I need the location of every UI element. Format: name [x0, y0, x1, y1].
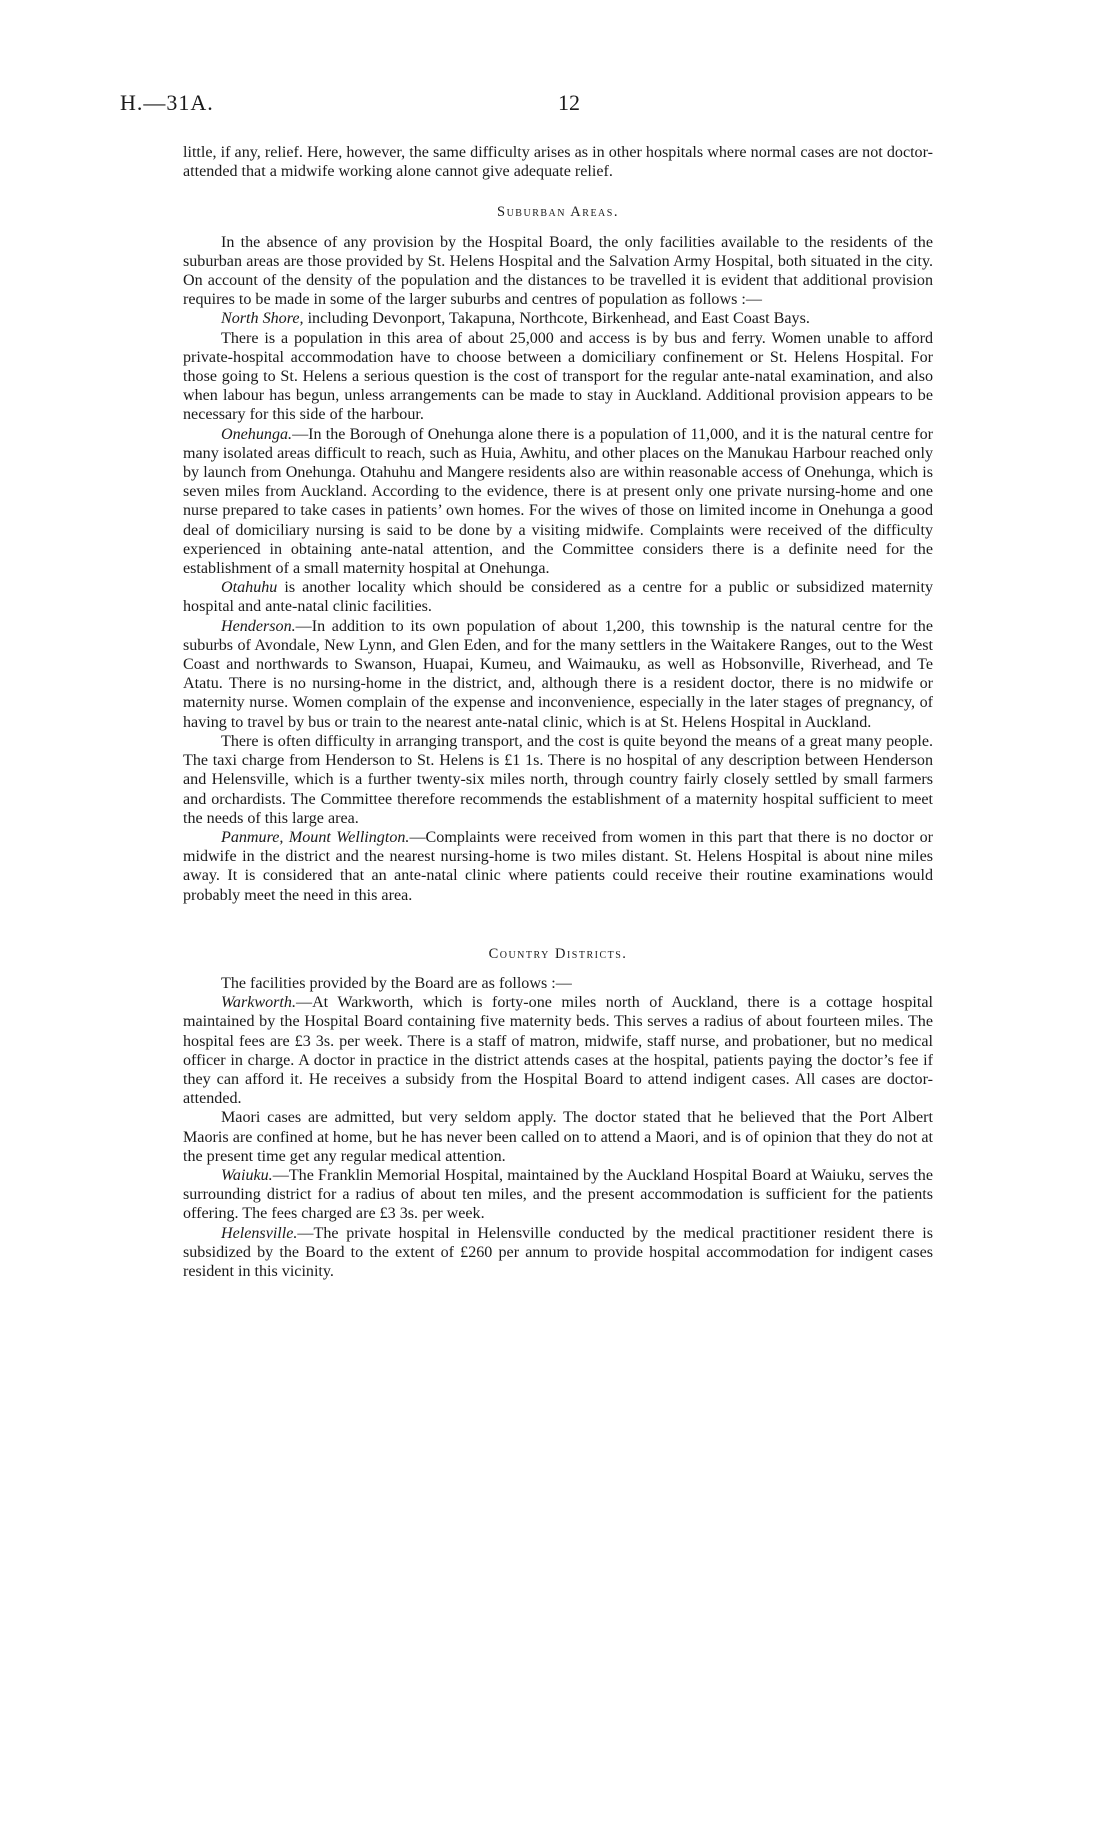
paragraph-helensville [183, 1224, 933, 1282]
document-reference: H.—31A. [120, 90, 214, 115]
place-name-helensville: Helensville. [221, 1224, 298, 1242]
paragraph-henderson-transport: There is often difficulty in arranging transport, and the cost is quite beyond the means of a great many people. The taxi charge from Henderson to St. Helens is £1 1s. There is no hospital of any description between Henderson and Helensville, which is a further twenty-six miles north, through country fairly closely settled by small farmers and orchardists. The Committee therefore recommends the establishment of a maternity hospital sufficient to meet the needs of this large area. [183, 732, 933, 827]
paragraph-waiuku [183, 1166, 933, 1224]
waiuku-text: —The Franklin Memorial Hospital, maintained by the Auckland Hospital Board at Waiuku, serves the surrounding district for a radius of about ten miles, and the present accommodation is sufficient for the patients offering. The fees charged are £3 3s. per week. [183, 1166, 933, 1223]
paragraph-panmure [183, 828, 933, 905]
place-name-henderson: Henderson. [221, 617, 296, 635]
paragraph-country-intro: The facilities provided by the Board are as follows :— [221, 974, 572, 992]
paragraph-onehunga [183, 425, 933, 579]
place-name-warkworth: Warkworth. [221, 994, 296, 1012]
place-name-waiuku: Waiuku. [221, 1166, 273, 1184]
place-name-onehunga: Onehunga. [221, 425, 293, 443]
paragraph-north-shore-heading [183, 309, 933, 328]
page-number: 12 [558, 90, 580, 115]
onehunga-text: —In the Borough of Onehunga alone there is a population of 11,000, and it is the natural centre for many isolated areas difficult to reach, such as Huia, Awhitu, and other places on the Manukau Harbour reached only by launch from Onehunga. Otahuhu and Mangere residents also are within reasonable access of Onehunga, which is seven miles from Auckland. According to the evidence, there is at present only one private nursing-home and one nurse prepared to take cases in patients’ own homes. For the wives of those on limited income in Onehunga a good deal of domiciliary nursing is said to be done by a visiting midwife. Complaints were received of the difficulty experienced in obtaining ante-natal attention, and the Committee considers there is a definite need for the establishment of a small maternity hospital at Onehunga. [183, 425, 933, 578]
otahuhu-text: is another locality which should be considered as a centre for a public or subsidized maternity hospital and ante-natal clinic facilities. [183, 579, 933, 616]
warkworth-text: —At Warkworth, which is forty-one miles north of Auckland, there is a cottage hospital maintained by the Hospital Board containing five maternity beds. This serves a radius of about fourteen miles. The hospital fees are £3 3s. per week. There is a staff of matron, midwife, staff nurse, and probationer, but no medical officer in charge. A doctor in practice in the district attends cases at the hospital, patients paying the doctor’s fee if they can afford it. He receives a subsidy from the Hospital Board to attend indigent cases. All cases are doctor-attended. [183, 994, 933, 1108]
henderson-text: —In addition to its own population of about 1,200, this township is the natural centre for the suburbs of Avondale, New Lynn, and Glen Eden, and for the many settlers in the Waitakere Ranges, out to the West Coast and northwards to Swanson, Huapai, Kumeu, and Waimauku, as well as Hobsonville, Riverhead, and Te Atatu. There is no nursing-home in the district, and, although there is a resident doctor, there is no midwife or maternity nurse. Women complain of the expense and inconvenience, especially in the later stages of pregnancy, of having to travel by bus or train to the nearest ante-natal clinic, which is at St. Helens Hospital in Auckland. [183, 617, 933, 731]
paragraph-warkworth [183, 993, 933, 1108]
paragraph-intro: little, if any, relief. Here, however, the same difficulty arises as in other hospitals where normal cases are not doctor-attended that a midwife working alone cannot give adequate relief. [183, 144, 933, 181]
paragraph-otahuhu [183, 578, 933, 616]
helensville-text: —The private hospital in Helensville conducted by the medical practitioner resident there is subsidized by the Board to the extent of £260 per annum to provide hospital accommodation for indigent cases resident in this vicinity. [183, 1224, 933, 1280]
place-name-north-shore: North Shore, [221, 310, 304, 328]
paragraph-suburban-intro: In the absence of any provision by the Hospital Board, the only facilities available to the residents of the suburban areas are those provided by St. Helens Hospital and the Salvation Army Hospital, both situated in the city. On account of the density of the population and the distances to be travelled it is evident that additional provision requires to be made in some of the larger suburbs and centres of population as follows :— [183, 233, 933, 309]
place-name-otahuhu: Otahuhu [221, 579, 278, 597]
section-heading-suburban-areas: Suburban Areas. [497, 204, 619, 221]
paragraph-henderson [183, 617, 933, 732]
panmure-text: —Complaints were received from women in this part that there is no doctor or midwife in the district and the nearest nursing-home is two miles distant. St. Helens Hospital is about nine miles away. It is considered that an ante-natal clinic where patients could receive their routine examinations would probably meet the need in this area. [183, 828, 933, 904]
page-body [183, 143, 933, 1281]
place-name-panmure: Panmure, Mount Wellington. [221, 828, 410, 846]
paragraph-maori-cases: Maori cases are admitted, but very seldom apply. The doctor stated that he believed that the Port Albert Maoris are confined at home, but he has never been called on to attend a Maori, and is of opinion that they do not at the present time get any regular medical attention. [183, 1109, 933, 1165]
north-shore-subtitle: including Devonport, Takapuna, Northcote, Birkenhead, and East Coast Bays. [303, 310, 810, 328]
paragraph-north-shore: There is a population in this area of about 25,000 and access is by bus and ferry. Women unable to afford private-hospital accommodation have to choose between a domiciliary confinement or St. Helens Hospital. For those going to St. Helens a serious question is the cost of transport for the regular ante-natal examination, and also when labour has begun, unless arrangements can be made to stay in Auckland. Additional provision appears to be necessary for this side of the harbour. [183, 329, 933, 424]
section-heading-country-districts: Country Districts. [488, 945, 628, 962]
